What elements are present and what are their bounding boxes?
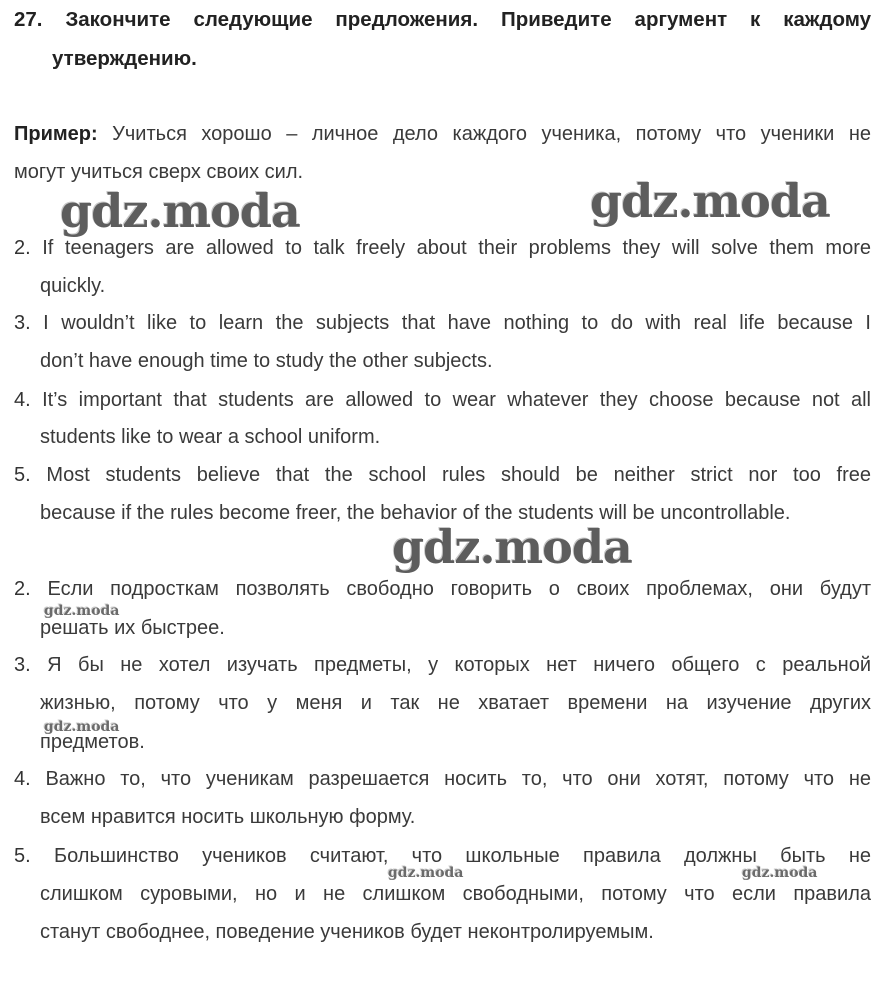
task-title: Закончите следующие предложения. Приведите аргумент к каждому [65,8,871,31]
en-item-4-line1 [14,388,871,412]
en-item-5-line2: because if the rules become freer, the behavior of the students will be uncontrollable. [40,502,791,524]
watermark-logo-small: gdz.moda [742,865,818,881]
en-item-5-line1 [14,463,871,487]
ru-item-3-text: Я бы не хотел изучать предметы, у которых нет ничего общего с реальной [47,654,871,676]
en-item-2-line1 [14,236,871,260]
ru-item-3-number: 3. [14,654,31,676]
task-heading-line2: утверждению. [52,47,197,70]
en-item-2-number: 2. [14,237,31,259]
ru-item-2-line2: решать их быстрее. [40,617,225,639]
ru-item-3-line3: предметов. [40,731,145,753]
watermark-logo-small: gdz.moda [44,719,120,735]
en-item-5-text: Most students believe that the school rules should be neither strict nor too free [46,464,872,486]
example-label: Пример: [14,123,98,145]
ru-item-2-line1 [14,577,871,601]
ru-item-5-text: Большинство учеников считают, что школьные правила должны быть не [53,845,871,867]
ru-item-5-line3: станут свободнее, поведение учеников будет неконтролируемым. [40,921,654,943]
en-item-4-line2: students like to wear a school uniform. [40,426,381,448]
en-item-2-text: If teenagers are allowed to talk freely about their problems they will solve them more [42,237,871,259]
example-line2: могут учиться сверх своих сил. [14,161,304,183]
watermark-logo-small: gdz.moda [44,603,120,619]
en-item-3-line2: don’t have enough time to study the other subjects. [40,350,493,372]
en-item-5-number: 5. [14,464,31,486]
en-item-3-line1 [14,311,871,335]
watermark-logo: gdz.moda [392,520,632,574]
en-item-4-number: 4. [14,389,31,411]
ru-item-4-text: Важно то, что ученикам разрешается носить то, что они хотят, потому что не [45,768,871,790]
ru-item-4-line2: всем нравится носить школьную форму. [40,806,416,828]
task-number: 27. [14,8,43,31]
ru-item-5-number: 5. [14,845,31,867]
ru-item-3-line2: жизнью, потому что у меня и так не хватает времени на изучение других [40,692,871,714]
en-item-3-number: 3. [14,312,31,334]
en-item-4-text: It’s important that students are allowed to wear whatever they choose because not all [42,389,871,411]
task-heading-line1 [14,8,871,32]
ru-item-5-line2: слишком суровыми, но и не слишком свободными, потому что если правила [40,883,871,905]
ru-item-4-number: 4. [14,768,31,790]
example-line1 [14,122,871,146]
ru-item-3-line1 [14,653,871,677]
watermark-logo-small: gdz.moda [388,865,464,881]
en-item-2-line2: quickly. [40,275,106,297]
watermark-logo: gdz.moda [60,184,300,238]
ru-item-2-text: Если подросткам позволять свободно говорить о своих проблемах, они будут [47,578,871,600]
ru-item-2-number: 2. [14,578,31,600]
watermark-logo: gdz.moda [590,174,830,228]
ru-item-4-line1 [14,767,871,791]
en-item-3-text: I wouldn’t like to learn the subjects that have nothing to do with real life because I [43,312,871,334]
example-text: Учиться хорошо – личное дело каждого ученика, потому что ученики не [97,123,871,145]
